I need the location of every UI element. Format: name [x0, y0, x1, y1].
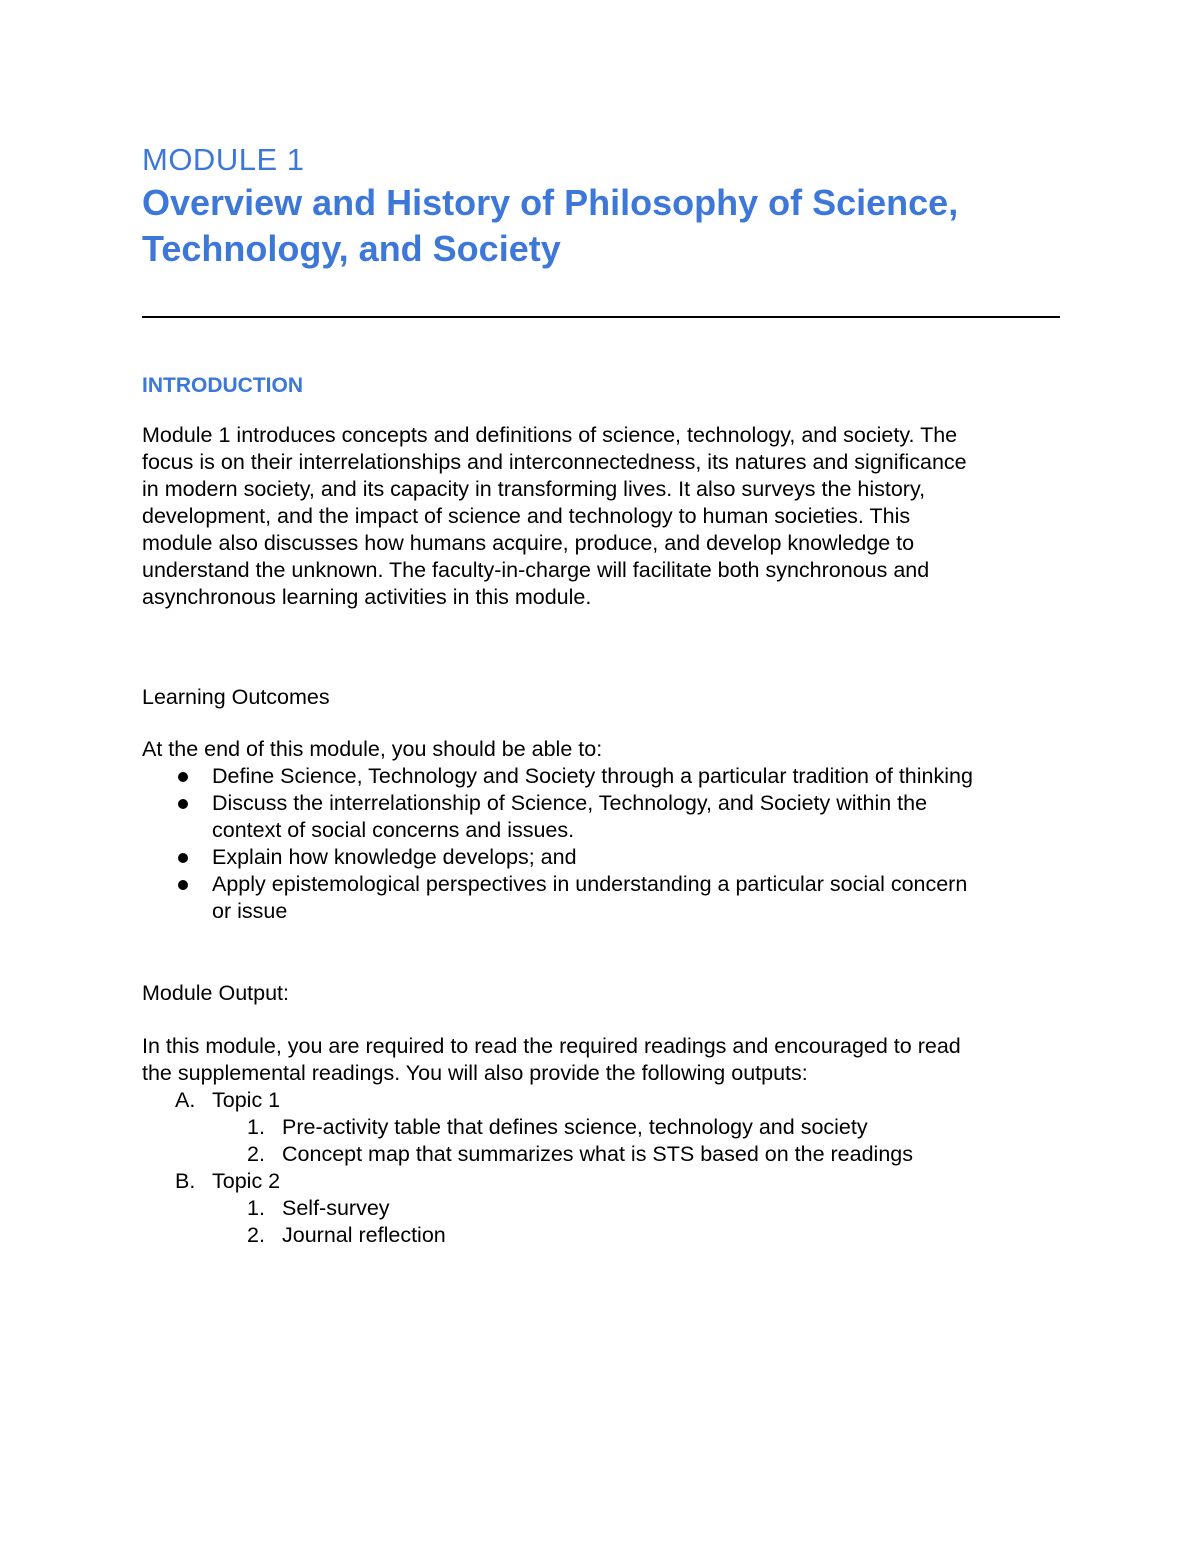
intro-line: Module 1 introduces concepts and definitions of science, technology, and society. The [142, 423, 958, 447]
intro-line: asynchronous learning activities in this module. [142, 585, 592, 609]
subitem-text: Self-survey [282, 1196, 390, 1220]
list-item: Explain how knowledge develops; and [142, 844, 1060, 871]
learning-outcomes-lead: At the end of this module, you should be able to: [142, 737, 603, 761]
module-title-line-1: Overview and History of Philosophy of Science, [142, 182, 959, 223]
intro-line: in modern society, and its capacity in transforming lives. It also surveys the history, [142, 477, 926, 501]
intro-line: understand the unknown. The faculty-in-charge will facilitate both synchronous and [142, 558, 930, 582]
output-line: In this module, you are required to read the required readings and encouraged to read [142, 1034, 961, 1058]
subitem-text: Pre-activity table that defines science, technology and society [282, 1115, 868, 1139]
bullet-icon [178, 799, 188, 809]
topic-marker: B. [175, 1169, 196, 1193]
subitem-text: Journal reflection [282, 1223, 446, 1247]
topic-subitem [142, 1114, 1060, 1141]
module-output-body [142, 1033, 1060, 1087]
topic-item [142, 1168, 1060, 1195]
output-topic-list [142, 1087, 1060, 1249]
module-output-heading: Module Output: [142, 981, 290, 1005]
subitem-marker: 2. [247, 1223, 265, 1247]
introduction-heading: INTRODUCTION [142, 374, 303, 397]
subitem-text: Concept map that summarizes what is STS based on the readings [282, 1142, 913, 1166]
subitem-marker: 1. [247, 1115, 265, 1139]
intro-line: focus is on their interrelationships and interconnectedness, its natures and significance [142, 450, 967, 474]
subitem-marker: 2. [247, 1142, 265, 1166]
bullet-icon [178, 772, 188, 782]
intro-line: module also discusses how humans acquire, produce, and develop knowledge to [142, 531, 915, 555]
topic-subitem [142, 1141, 1060, 1168]
list-item: Define Science, Technology and Society through a particular tradition of thinking [142, 763, 1060, 790]
module-label: MODULE 1 [142, 142, 305, 177]
bullet-icon [178, 880, 188, 890]
topic-item [142, 1087, 1060, 1114]
learning-outcomes-heading: Learning Outcomes [142, 685, 330, 709]
subitem-marker: 1. [247, 1196, 265, 1220]
topic-label: Topic 2 [212, 1169, 281, 1193]
topic-label: Topic 1 [212, 1088, 281, 1112]
horizontal-rule [142, 316, 1060, 318]
list-item: Apply epistemological perspectives in understanding a particular social concern or issue [142, 871, 1060, 925]
learning-outcomes-list [142, 763, 1060, 925]
output-line: the supplemental readings. You will also provide the following outputs: [142, 1061, 808, 1085]
topic-subitem [142, 1195, 1060, 1222]
introduction-body [142, 422, 1060, 611]
module-title-line-2: Technology, and Society [142, 228, 561, 269]
topic-subitem [142, 1222, 1060, 1249]
topic-marker: A. [175, 1088, 196, 1112]
document-page [142, 140, 1060, 1247]
bullet-icon [178, 853, 188, 863]
intro-line: development, and the impact of science and technology to human societies. This [142, 504, 911, 528]
list-item: Discuss the interrelationship of Science, Technology, and Society within the context of social concerns and issues. [142, 790, 1060, 844]
